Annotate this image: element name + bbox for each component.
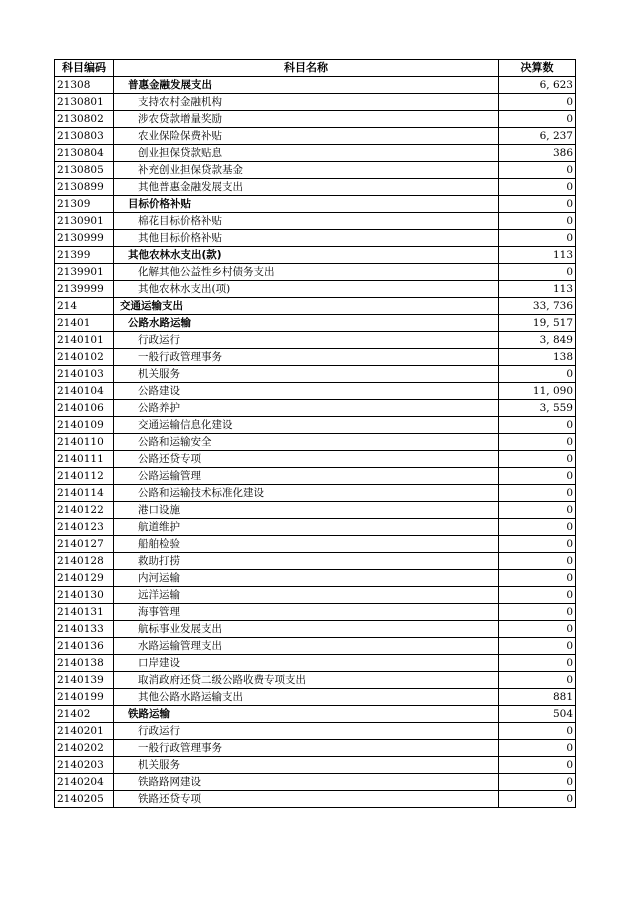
value-cell: 6, 237 bbox=[499, 128, 576, 145]
table-row bbox=[55, 723, 576, 740]
code-cell: 2140106 bbox=[55, 400, 114, 417]
name-cell: 公路养护 bbox=[114, 400, 499, 417]
name-cell: 涉农贷款增量奖励 bbox=[114, 111, 499, 128]
value-cell: 0 bbox=[499, 417, 576, 434]
table-row bbox=[55, 757, 576, 774]
code-cell: 2140112 bbox=[55, 468, 114, 485]
value-cell: 0 bbox=[499, 179, 576, 196]
table-row bbox=[55, 434, 576, 451]
code-cell: 21308 bbox=[55, 77, 114, 94]
table-row bbox=[55, 536, 576, 553]
value-cell: 6, 623 bbox=[499, 77, 576, 94]
code-cell: 2140130 bbox=[55, 587, 114, 604]
name-cell: 取消政府还贷二级公路收费专项支出 bbox=[114, 672, 499, 689]
name-cell: 补充创业担保贷款基金 bbox=[114, 162, 499, 179]
name-cell: 化解其他公益性乡村债务支出 bbox=[114, 264, 499, 281]
name-cell: 其他农林水支出(款) bbox=[114, 247, 499, 264]
code-cell: 2140109 bbox=[55, 417, 114, 434]
table-row bbox=[55, 196, 576, 213]
value-cell: 0 bbox=[499, 553, 576, 570]
code-cell: 2140127 bbox=[55, 536, 114, 553]
table-row bbox=[55, 417, 576, 434]
code-cell: 2140205 bbox=[55, 791, 114, 808]
code-cell: 2140114 bbox=[55, 485, 114, 502]
name-cell: 一般行政管理事务 bbox=[114, 740, 499, 757]
value-cell: 0 bbox=[499, 264, 576, 281]
header-row bbox=[55, 60, 576, 77]
code-cell: 2140123 bbox=[55, 519, 114, 536]
code-cell: 2139999 bbox=[55, 281, 114, 298]
table-row bbox=[55, 468, 576, 485]
value-cell: 386 bbox=[499, 145, 576, 162]
table-row bbox=[55, 485, 576, 502]
value-cell: 0 bbox=[499, 366, 576, 383]
code-cell: 2140136 bbox=[55, 638, 114, 655]
code-cell: 2130999 bbox=[55, 230, 114, 247]
name-cell: 农业保险保费补贴 bbox=[114, 128, 499, 145]
value-cell: 0 bbox=[499, 519, 576, 536]
header-name: 科目名称 bbox=[114, 60, 499, 77]
name-cell: 航标事业发展支出 bbox=[114, 621, 499, 638]
code-cell: 21399 bbox=[55, 247, 114, 264]
name-cell: 铁路还贷专项 bbox=[114, 791, 499, 808]
table-row bbox=[55, 162, 576, 179]
value-cell: 0 bbox=[499, 111, 576, 128]
code-cell: 2140204 bbox=[55, 774, 114, 791]
header-value: 决算数 bbox=[499, 60, 576, 77]
code-cell: 21309 bbox=[55, 196, 114, 213]
value-cell: 3, 559 bbox=[499, 400, 576, 417]
name-cell: 航道维护 bbox=[114, 519, 499, 536]
value-cell: 19, 517 bbox=[499, 315, 576, 332]
value-cell: 0 bbox=[499, 502, 576, 519]
code-cell: 2140101 bbox=[55, 332, 114, 349]
code-cell: 2140203 bbox=[55, 757, 114, 774]
table-row bbox=[55, 179, 576, 196]
name-cell: 铁路运输 bbox=[114, 706, 499, 723]
table-row bbox=[55, 706, 576, 723]
table-row bbox=[55, 587, 576, 604]
code-cell: 21402 bbox=[55, 706, 114, 723]
code-cell: 2130802 bbox=[55, 111, 114, 128]
code-cell: 2140201 bbox=[55, 723, 114, 740]
code-cell: 2140110 bbox=[55, 434, 114, 451]
table-row bbox=[55, 689, 576, 706]
value-cell: 0 bbox=[499, 570, 576, 587]
name-cell: 公路运输管理 bbox=[114, 468, 499, 485]
table-row bbox=[55, 366, 576, 383]
table-row bbox=[55, 264, 576, 281]
table-row bbox=[55, 94, 576, 111]
name-cell: 行政运行 bbox=[114, 723, 499, 740]
code-cell: 2130803 bbox=[55, 128, 114, 145]
code-cell: 2130901 bbox=[55, 213, 114, 230]
value-cell: 0 bbox=[499, 213, 576, 230]
code-cell: 2130899 bbox=[55, 179, 114, 196]
name-cell: 交通运输支出 bbox=[114, 298, 499, 315]
name-cell: 普惠金融发展支出 bbox=[114, 77, 499, 94]
code-cell: 2140104 bbox=[55, 383, 114, 400]
table-row bbox=[55, 621, 576, 638]
table-row bbox=[55, 332, 576, 349]
value-cell: 0 bbox=[499, 536, 576, 553]
table-row bbox=[55, 230, 576, 247]
table-row bbox=[55, 672, 576, 689]
value-cell: 138 bbox=[499, 349, 576, 366]
table-row bbox=[55, 400, 576, 417]
name-cell: 远洋运输 bbox=[114, 587, 499, 604]
value-cell: 0 bbox=[499, 791, 576, 808]
header-code: 科目编码 bbox=[55, 60, 114, 77]
table-row bbox=[55, 519, 576, 536]
name-cell: 公路和运输安全 bbox=[114, 434, 499, 451]
name-cell: 创业担保贷款贴息 bbox=[114, 145, 499, 162]
value-cell: 113 bbox=[499, 281, 576, 298]
table-row bbox=[55, 553, 576, 570]
name-cell: 公路建设 bbox=[114, 383, 499, 400]
name-cell: 棉花目标价格补贴 bbox=[114, 213, 499, 230]
code-cell: 2140139 bbox=[55, 672, 114, 689]
code-cell: 2130805 bbox=[55, 162, 114, 179]
code-cell: 2140202 bbox=[55, 740, 114, 757]
table-row bbox=[55, 604, 576, 621]
code-cell: 2140129 bbox=[55, 570, 114, 587]
name-cell: 公路还贷专项 bbox=[114, 451, 499, 468]
table-header bbox=[55, 60, 576, 77]
name-cell: 公路和运输技术标准化建设 bbox=[114, 485, 499, 502]
code-cell: 2140111 bbox=[55, 451, 114, 468]
name-cell: 港口设施 bbox=[114, 502, 499, 519]
name-cell: 其他公路水路运输支出 bbox=[114, 689, 499, 706]
table-row bbox=[55, 451, 576, 468]
value-cell: 0 bbox=[499, 672, 576, 689]
name-cell: 公路水路运输 bbox=[114, 315, 499, 332]
table-row bbox=[55, 638, 576, 655]
name-cell: 海事管理 bbox=[114, 604, 499, 621]
value-cell: 0 bbox=[499, 723, 576, 740]
table-row bbox=[55, 383, 576, 400]
value-cell: 0 bbox=[499, 655, 576, 672]
name-cell: 一般行政管理事务 bbox=[114, 349, 499, 366]
value-cell: 0 bbox=[499, 451, 576, 468]
value-cell: 0 bbox=[499, 162, 576, 179]
name-cell: 船舶检验 bbox=[114, 536, 499, 553]
table-row bbox=[55, 281, 576, 298]
code-cell: 2140138 bbox=[55, 655, 114, 672]
code-cell: 2130801 bbox=[55, 94, 114, 111]
name-cell: 支持农村金融机构 bbox=[114, 94, 499, 111]
table-row bbox=[55, 111, 576, 128]
table-row bbox=[55, 502, 576, 519]
name-cell: 行政运行 bbox=[114, 332, 499, 349]
table-row bbox=[55, 349, 576, 366]
code-cell: 2140102 bbox=[55, 349, 114, 366]
value-cell: 0 bbox=[499, 757, 576, 774]
table-row bbox=[55, 128, 576, 145]
table-row bbox=[55, 145, 576, 162]
table-row bbox=[55, 655, 576, 672]
value-cell: 0 bbox=[499, 774, 576, 791]
value-cell: 0 bbox=[499, 740, 576, 757]
code-cell: 21401 bbox=[55, 315, 114, 332]
table-body bbox=[55, 77, 576, 808]
name-cell: 水路运输管理支出 bbox=[114, 638, 499, 655]
value-cell: 504 bbox=[499, 706, 576, 723]
value-cell: 0 bbox=[499, 468, 576, 485]
code-cell: 2130804 bbox=[55, 145, 114, 162]
table-row bbox=[55, 570, 576, 587]
table-row bbox=[55, 213, 576, 230]
value-cell: 881 bbox=[499, 689, 576, 706]
code-cell: 2140131 bbox=[55, 604, 114, 621]
budget-table bbox=[54, 59, 576, 808]
table-row bbox=[55, 315, 576, 332]
code-cell: 2140199 bbox=[55, 689, 114, 706]
table-row bbox=[55, 791, 576, 808]
name-cell: 救助打捞 bbox=[114, 553, 499, 570]
value-cell: 0 bbox=[499, 485, 576, 502]
name-cell: 交通运输信息化建设 bbox=[114, 417, 499, 434]
name-cell: 其他普惠金融发展支出 bbox=[114, 179, 499, 196]
value-cell: 0 bbox=[499, 621, 576, 638]
value-cell: 0 bbox=[499, 94, 576, 111]
name-cell: 其他农林水支出(项) bbox=[114, 281, 499, 298]
table-row bbox=[55, 77, 576, 94]
value-cell: 11, 090 bbox=[499, 383, 576, 400]
value-cell: 0 bbox=[499, 638, 576, 655]
table-row bbox=[55, 774, 576, 791]
name-cell: 口岸建设 bbox=[114, 655, 499, 672]
code-cell: 2139901 bbox=[55, 264, 114, 281]
table-row bbox=[55, 247, 576, 264]
value-cell: 0 bbox=[499, 434, 576, 451]
table-row bbox=[55, 740, 576, 757]
name-cell: 内河运输 bbox=[114, 570, 499, 587]
value-cell: 0 bbox=[499, 587, 576, 604]
value-cell: 0 bbox=[499, 230, 576, 247]
value-cell: 113 bbox=[499, 247, 576, 264]
value-cell: 0 bbox=[499, 604, 576, 621]
name-cell: 目标价格补贴 bbox=[114, 196, 499, 213]
name-cell: 机关服务 bbox=[114, 757, 499, 774]
code-cell: 2140122 bbox=[55, 502, 114, 519]
value-cell: 33, 736 bbox=[499, 298, 576, 315]
value-cell: 3, 849 bbox=[499, 332, 576, 349]
code-cell: 2140133 bbox=[55, 621, 114, 638]
name-cell: 其他目标价格补贴 bbox=[114, 230, 499, 247]
value-cell: 0 bbox=[499, 196, 576, 213]
table-row bbox=[55, 298, 576, 315]
name-cell: 机关服务 bbox=[114, 366, 499, 383]
code-cell: 2140128 bbox=[55, 553, 114, 570]
code-cell: 214 bbox=[55, 298, 114, 315]
name-cell: 铁路路网建设 bbox=[114, 774, 499, 791]
code-cell: 2140103 bbox=[55, 366, 114, 383]
